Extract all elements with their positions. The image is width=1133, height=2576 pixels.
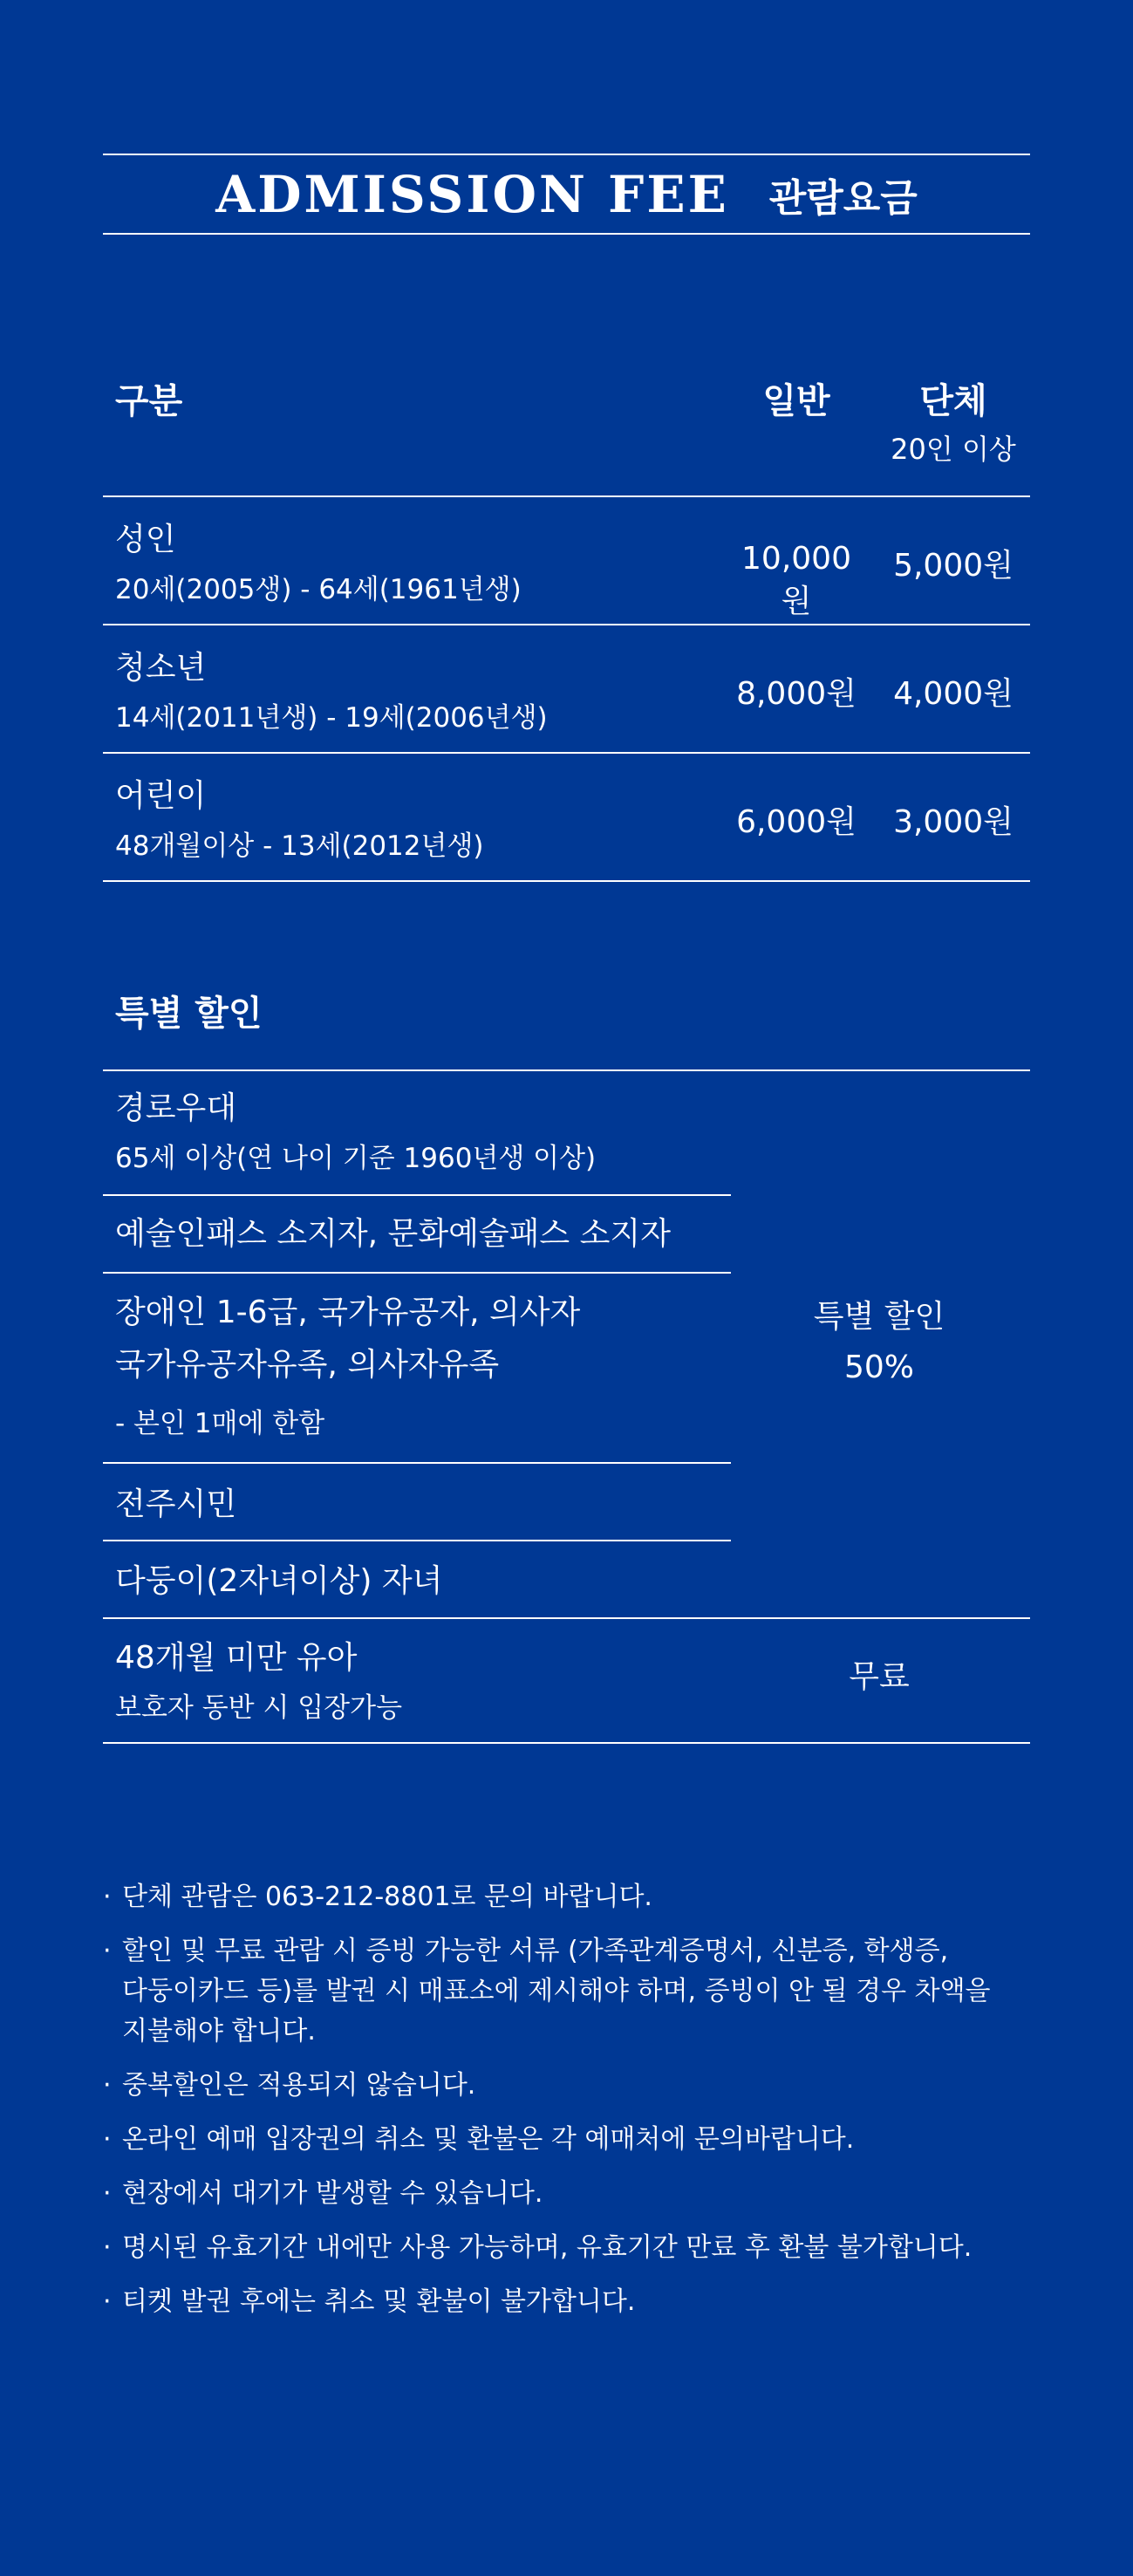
header-general: 일반: [762, 381, 830, 421]
special-discount-title: 특별 할인: [115, 994, 263, 1034]
row-name: 성인: [115, 522, 176, 557]
title-bottom-divider: [103, 233, 1030, 235]
row-group-price: 5,000원: [893, 548, 1014, 584]
note-item: · 명시된 유효기간 내에만 사용 가능하며, 유효기간 만료 후 환불 불가합니다.: [103, 2232, 973, 2263]
note-text: 중복할인은 적용되지 않습니다.: [122, 2070, 476, 2101]
special-divider: [103, 1617, 1030, 1619]
notes-list: [103, 1877, 1030, 2336]
special-divider: [103, 1194, 731, 1196]
row-group-price: 3,000원: [893, 804, 1014, 840]
note-text: 할인 및 무료 관람 시 증빙 가능한 서류 (가족관계증명서, 신분증, 학생증,: [122, 1936, 949, 1966]
row-age-range: 48개월이상 - 13세(2012년생): [115, 830, 484, 862]
note-item-continued: [103, 1971, 1030, 2012]
note-text: 단체 관람은 063-212-8801로 문의 바랍니다.: [122, 1882, 652, 1912]
row-age-range: 20세(2005생) - 64세(1961년생): [115, 574, 522, 605]
special-item-label: 다둥이(2자녀이상) 자녀: [115, 1563, 443, 1599]
discount-label: 특별 할인: [813, 1299, 945, 1335]
note-text: 지불해야 합니다.: [122, 2016, 316, 2046]
row-name: 청소년: [115, 650, 207, 686]
row-group-price: 4,000원: [893, 676, 1014, 712]
note-item: · 티켓 발권 후에는 취소 및 환불이 불가합니다.: [103, 2286, 636, 2317]
special-divider: [103, 1540, 731, 1541]
table-row: [103, 625, 1030, 752]
title-bar: [103, 154, 1030, 235]
note-text: 다둥이카드 등)를 발권 시 매표소에 제시해야 하며, 증빙이 안 될 경우 차액을: [122, 1976, 991, 2006]
special-divider: [103, 1462, 731, 1464]
note-text: 현장에서 대기가 발생할 수 있습니다.: [122, 2178, 543, 2209]
special-item-label: 예술인패스 소지자, 문화예술패스 소지자: [115, 1216, 671, 1252]
special-item-sub: 65세 이상(연 나이 기준 1960년생 이상): [115, 1143, 597, 1174]
special-item-label: 장애인 1-6급, 국가유공자, 의사자: [115, 1295, 581, 1330]
infant-sub: 보호자 동반 시 입장가능: [115, 1692, 403, 1724]
row-age-range: 14세(2011년생) - 19세(2006년생): [115, 702, 548, 734]
note-item: · 현장에서 대기가 발생할 수 있습니다.: [103, 2178, 543, 2209]
special-divider: [103, 1742, 1030, 1744]
table-divider: [103, 880, 1030, 882]
special-item-label: 전주시민: [115, 1486, 237, 1522]
note-text: 온라인 예매 입장권의 취소 및 환불은 각 예매처에 문의바랍니다.: [122, 2124, 855, 2155]
page-title-ko: 관람요금: [768, 175, 918, 221]
discount-value: 50%: [843, 1349, 914, 1385]
table-row: [103, 497, 1030, 624]
special-divider: [103, 1069, 1030, 1071]
note-item: · 온라인 예매 입장권의 취소 및 환불은 각 예매처에 문의바랍니다.: [103, 2124, 855, 2155]
special-discount-table: [103, 1069, 1030, 1744]
infant-price: 무료: [849, 1659, 910, 1695]
note-text: 명시된 유효기간 내에만 사용 가능하며, 유효기간 만료 후 환불 불가합니다.: [122, 2232, 973, 2263]
note-text: 티켓 발권 후에는 취소 및 환불이 불가합니다.: [122, 2286, 636, 2317]
table-row: [103, 754, 1030, 880]
note-item: · 할인 및 무료 관람 시 증빙 가능한 서류 (가족관계증명서, 신분증, 학생증,: [103, 1936, 949, 1966]
special-item-label: 경로우대: [115, 1090, 237, 1126]
row-general-price: 6,000원: [736, 804, 857, 840]
special-item-label-2: 국가유공자유족, 의사자유족: [115, 1347, 500, 1383]
header-group: 단체: [919, 381, 987, 421]
header-group-note: 20인 이상: [891, 433, 1016, 466]
special-item-sub: - 본인 1매에 한함: [115, 1408, 325, 1439]
special-discount-rate: [731, 1292, 1027, 1393]
note-item-continued: [103, 2012, 1030, 2052]
special-divider: [103, 1272, 731, 1274]
infant-label: 48개월 미만 유아: [115, 1640, 358, 1676]
row-general-price: 10,000원: [741, 541, 851, 619]
note-item: · 중복할인은 적용되지 않습니다.: [103, 2070, 476, 2101]
row-name: 어린이: [115, 778, 207, 814]
fee-table-header: [103, 366, 1030, 495]
note-item: · 단체 관람은 063-212-8801로 문의 바랍니다.: [103, 1882, 652, 1912]
row-general-price: 8,000원: [736, 676, 857, 712]
header-category: 구분: [115, 381, 183, 421]
fee-table: [103, 366, 1030, 882]
title-row: [103, 155, 1030, 233]
page-title-en: ADMISSION FEE: [215, 164, 729, 224]
